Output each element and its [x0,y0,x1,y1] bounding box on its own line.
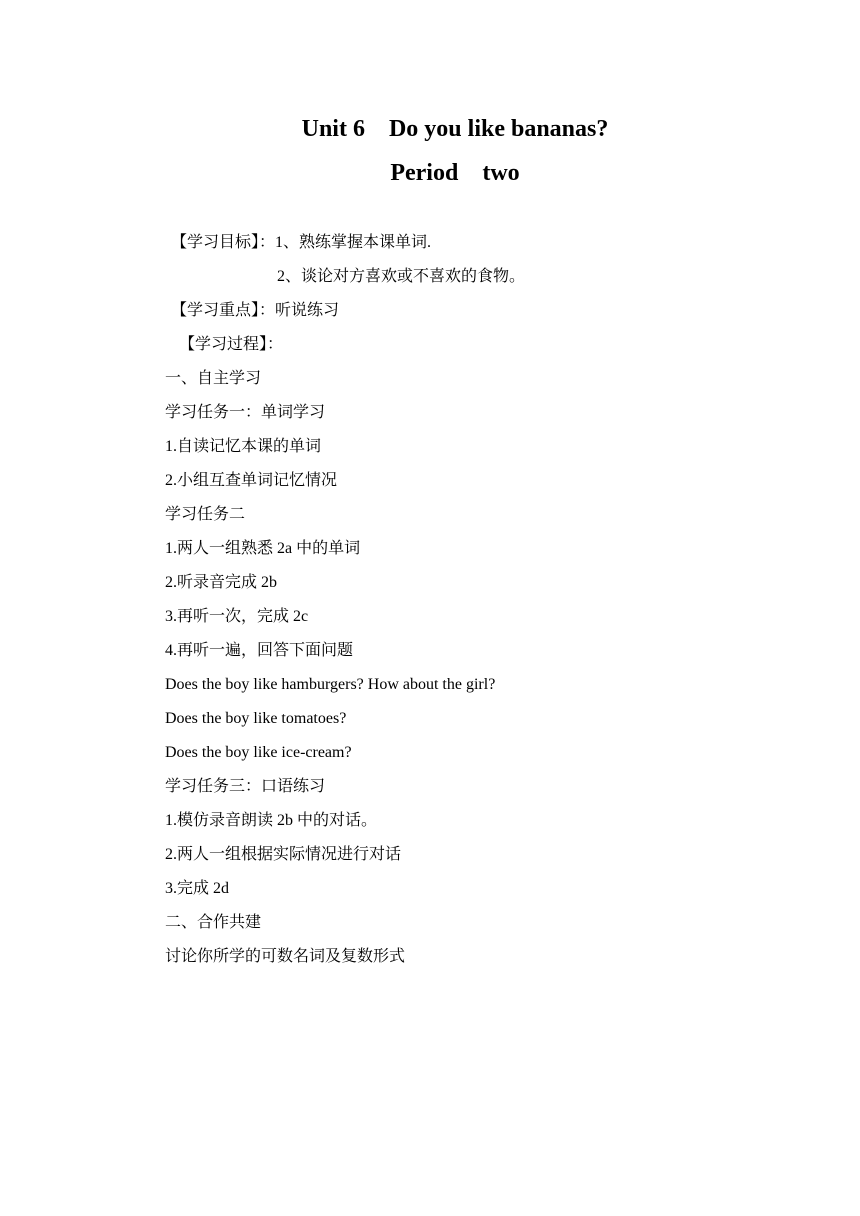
task-3-item-2: 2.两人一组根据实际情况进行对话 [165,846,402,863]
task-2-item-4: 4.再听一遍，回答下面问题 [165,642,354,659]
task-2-heading: 学习任务二 [165,506,246,523]
learning-objectives: 【学习目标】：1、熟练掌握本课单词. [171,234,432,251]
task-2-item-3: 3.再听一次，完成 2c [165,608,309,625]
task-3-item-1: 1.模仿录音朗读 2b 中的对话。 [165,812,378,829]
key-points: 【学习重点】：听说练习 [171,302,340,319]
discussion-prompt: 讨论你所学的可数名词及复数形式 [165,948,406,965]
question-2: Does the boy like tomatoes? [165,710,347,727]
learning-process-label: 【学习过程】： [179,336,284,353]
task-2-item-2: 2.听录音完成 2b [165,574,278,591]
question-1: Does the boy like hamburgers? How about the girl? [165,676,496,693]
document-title: Unit 6 Do you like bananas? [301,116,609,142]
question-3: Does the boy like ice-cream? [165,744,352,761]
section-heading-self-study: 一、自主学习 [165,370,262,387]
task-1-item-2: 2.小组互查单词记忆情况 [165,472,338,489]
task-1-heading: 学习任务一：单词学习 [165,404,326,421]
task-3-item-3: 3.完成 2d [165,880,230,897]
document-subtitle: Period two [390,160,520,186]
task-2-item-1: 1.两人一组熟悉 2a 中的单词 [165,540,361,557]
task-1-item-1: 1.自读记忆本课的单词 [165,438,322,455]
learning-objective-2: 2、谈论对方喜欢或不喜欢的食物。 [277,268,526,285]
section-heading-cooperation: 二、合作共建 [165,914,262,931]
task-3-heading: 学习任务三：口语练习 [165,778,326,795]
